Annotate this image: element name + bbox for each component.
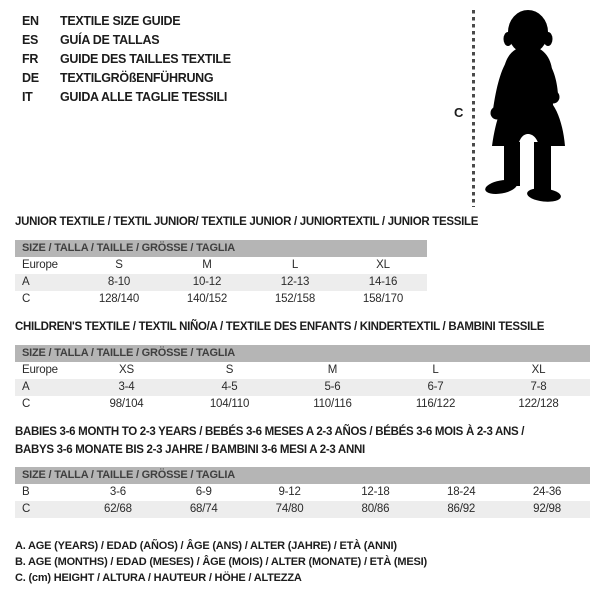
babies-table-rows bbox=[15, 484, 590, 518]
row-value: M bbox=[327, 364, 338, 376]
footnote-age-months: B. AGE (MONTHS) / EDAD (MESES) / ÂGE (MOIS) / ALTER (MONATE) / ETÀ (MESI) bbox=[15, 556, 427, 568]
row-value: 24-36 bbox=[532, 486, 562, 498]
children-table-title: CHILDREN'S TEXTILE / TEXTIL NIÑO/A / TEXTILE DES ENFANTS / KINDERTEXTIL / BAMBINI TESSILE bbox=[15, 321, 545, 333]
row-value: 80/86 bbox=[361, 503, 390, 515]
language-row-es bbox=[22, 31, 231, 50]
row-value: 10-12 bbox=[192, 276, 222, 288]
row-value: 110/116 bbox=[313, 398, 352, 410]
row-value: L bbox=[291, 259, 299, 271]
junior-table-title: JUNIOR TEXTILE / TEXTIL JUNIOR/ TEXTILE JUNIOR / JUNIORTEXTIL / JUNIOR TESSILE bbox=[15, 216, 479, 228]
footnote-height-cm: C. (cm) HEIGHT / ALTURA / HAUTEUR / HÖHE / ALTEZZA bbox=[15, 572, 302, 584]
row-value: 18-24 bbox=[447, 486, 476, 498]
row-value: 8-10 bbox=[107, 276, 131, 288]
guide-title-es: GUÍA DE TALLAS bbox=[60, 33, 160, 47]
row-value: 62/68 bbox=[104, 503, 132, 515]
row-value: XL bbox=[376, 259, 390, 271]
row-value: 6-9 bbox=[195, 486, 212, 498]
height-measure-label: C bbox=[454, 105, 464, 120]
row-value: M bbox=[202, 259, 212, 271]
row-value: 3-4 bbox=[118, 381, 135, 393]
row-value: XL bbox=[531, 364, 546, 376]
language-row-fr bbox=[22, 50, 231, 69]
row-value: 9-12 bbox=[278, 486, 301, 498]
table-row bbox=[15, 257, 427, 274]
language-row-en bbox=[22, 12, 231, 31]
junior-table-rows bbox=[15, 257, 427, 308]
row-value: 12-13 bbox=[280, 276, 310, 288]
row-value: 122/128 bbox=[518, 398, 559, 410]
row-value: 116/122 bbox=[415, 398, 456, 410]
row-value: 152/158 bbox=[274, 293, 316, 305]
table-row bbox=[15, 291, 427, 308]
guide-title-it: GUIDA ALLE TAGLIE TESSILI bbox=[60, 90, 228, 104]
junior-size-table bbox=[15, 240, 427, 308]
row-value: 104/110 bbox=[209, 398, 250, 410]
row-label: A bbox=[22, 381, 30, 393]
row-value: 3-6 bbox=[109, 486, 126, 498]
children-size-table bbox=[15, 345, 590, 413]
table-row bbox=[15, 274, 427, 291]
language-code: FR bbox=[22, 52, 39, 66]
row-label: C bbox=[22, 398, 31, 410]
language-code: EN bbox=[22, 14, 39, 28]
language-code: ES bbox=[22, 33, 39, 47]
babies-table-title bbox=[15, 424, 590, 459]
size-header-bar: SIZE / TALLA / TAILLE / GRÖSSE / TAGLIA bbox=[15, 240, 427, 257]
row-value: 14-16 bbox=[368, 276, 398, 288]
size-header-bar: SIZE / TALLA / TAILLE / GRÖSSE / TAGLIA bbox=[15, 345, 590, 362]
row-value: 68/74 bbox=[189, 503, 218, 515]
babies-table-title-line2: BABYS 3-6 MONATE BIS 2-3 JAHRE / BAMBINI 3-6 MESI A 2-3 ANNI bbox=[15, 443, 365, 456]
language-code: IT bbox=[22, 90, 33, 104]
row-value: 5-6 bbox=[324, 381, 341, 393]
language-row-it bbox=[22, 88, 231, 107]
row-label: A bbox=[22, 276, 30, 288]
guide-title-en: TEXTILE SIZE GUIDE bbox=[60, 14, 181, 28]
language-title-list bbox=[22, 12, 231, 107]
row-value: 6-7 bbox=[427, 381, 444, 393]
language-code: DE bbox=[22, 71, 39, 85]
row-value: 98/104 bbox=[109, 398, 144, 410]
footnote-age-years: A. AGE (YEARS) / EDAD (AÑOS) / ÂGE (ANS) / ALTER (JAHRE) / ETÀ (ANNI) bbox=[15, 540, 397, 552]
table-row bbox=[15, 484, 590, 501]
row-label: C bbox=[22, 293, 31, 305]
language-row-de bbox=[22, 69, 231, 88]
row-value: 7-8 bbox=[530, 381, 547, 393]
babies-size-table bbox=[15, 467, 590, 518]
row-label: Europe bbox=[22, 364, 58, 376]
row-value: 140/152 bbox=[186, 293, 228, 305]
row-value: 92/98 bbox=[533, 503, 561, 515]
children-table-rows bbox=[15, 362, 590, 413]
guide-title-de: TEXTILGRÖßENFÜHRUNG bbox=[60, 71, 214, 85]
row-value: S bbox=[225, 364, 234, 376]
table-row bbox=[15, 501, 590, 518]
row-value: 4-5 bbox=[221, 381, 238, 393]
footnote-legend bbox=[15, 538, 427, 586]
toddler-silhouette-image bbox=[479, 6, 571, 208]
height-measure-dashed-line bbox=[472, 10, 475, 207]
row-value: 86/92 bbox=[447, 503, 476, 515]
row-value: 74/80 bbox=[275, 503, 304, 515]
row-label: C bbox=[22, 503, 31, 515]
guide-title-fr: GUIDE DES TAILLES TEXTILE bbox=[60, 52, 231, 66]
table-row bbox=[15, 396, 590, 413]
table-row bbox=[15, 379, 590, 396]
row-value: L bbox=[432, 364, 439, 376]
row-label: B bbox=[22, 486, 30, 498]
row-label: Europe bbox=[22, 259, 58, 271]
row-value: 158/170 bbox=[362, 293, 404, 305]
babies-table-title-line1: BABIES 3-6 MONTH TO 2-3 YEARS / BEBÉS 3-6 MESES A 2-3 AÑOS / BÉBÉS 3-6 MOIS À 2-3 ANS / bbox=[15, 426, 525, 438]
row-value: XS bbox=[119, 364, 134, 376]
size-header-bar: SIZE / TALLA / TAILLE / GRÖSSE / TAGLIA bbox=[15, 467, 590, 484]
row-value: S bbox=[115, 259, 123, 271]
row-value: 128/140 bbox=[98, 293, 140, 305]
table-row bbox=[15, 362, 590, 379]
row-value: 12-18 bbox=[361, 486, 390, 498]
